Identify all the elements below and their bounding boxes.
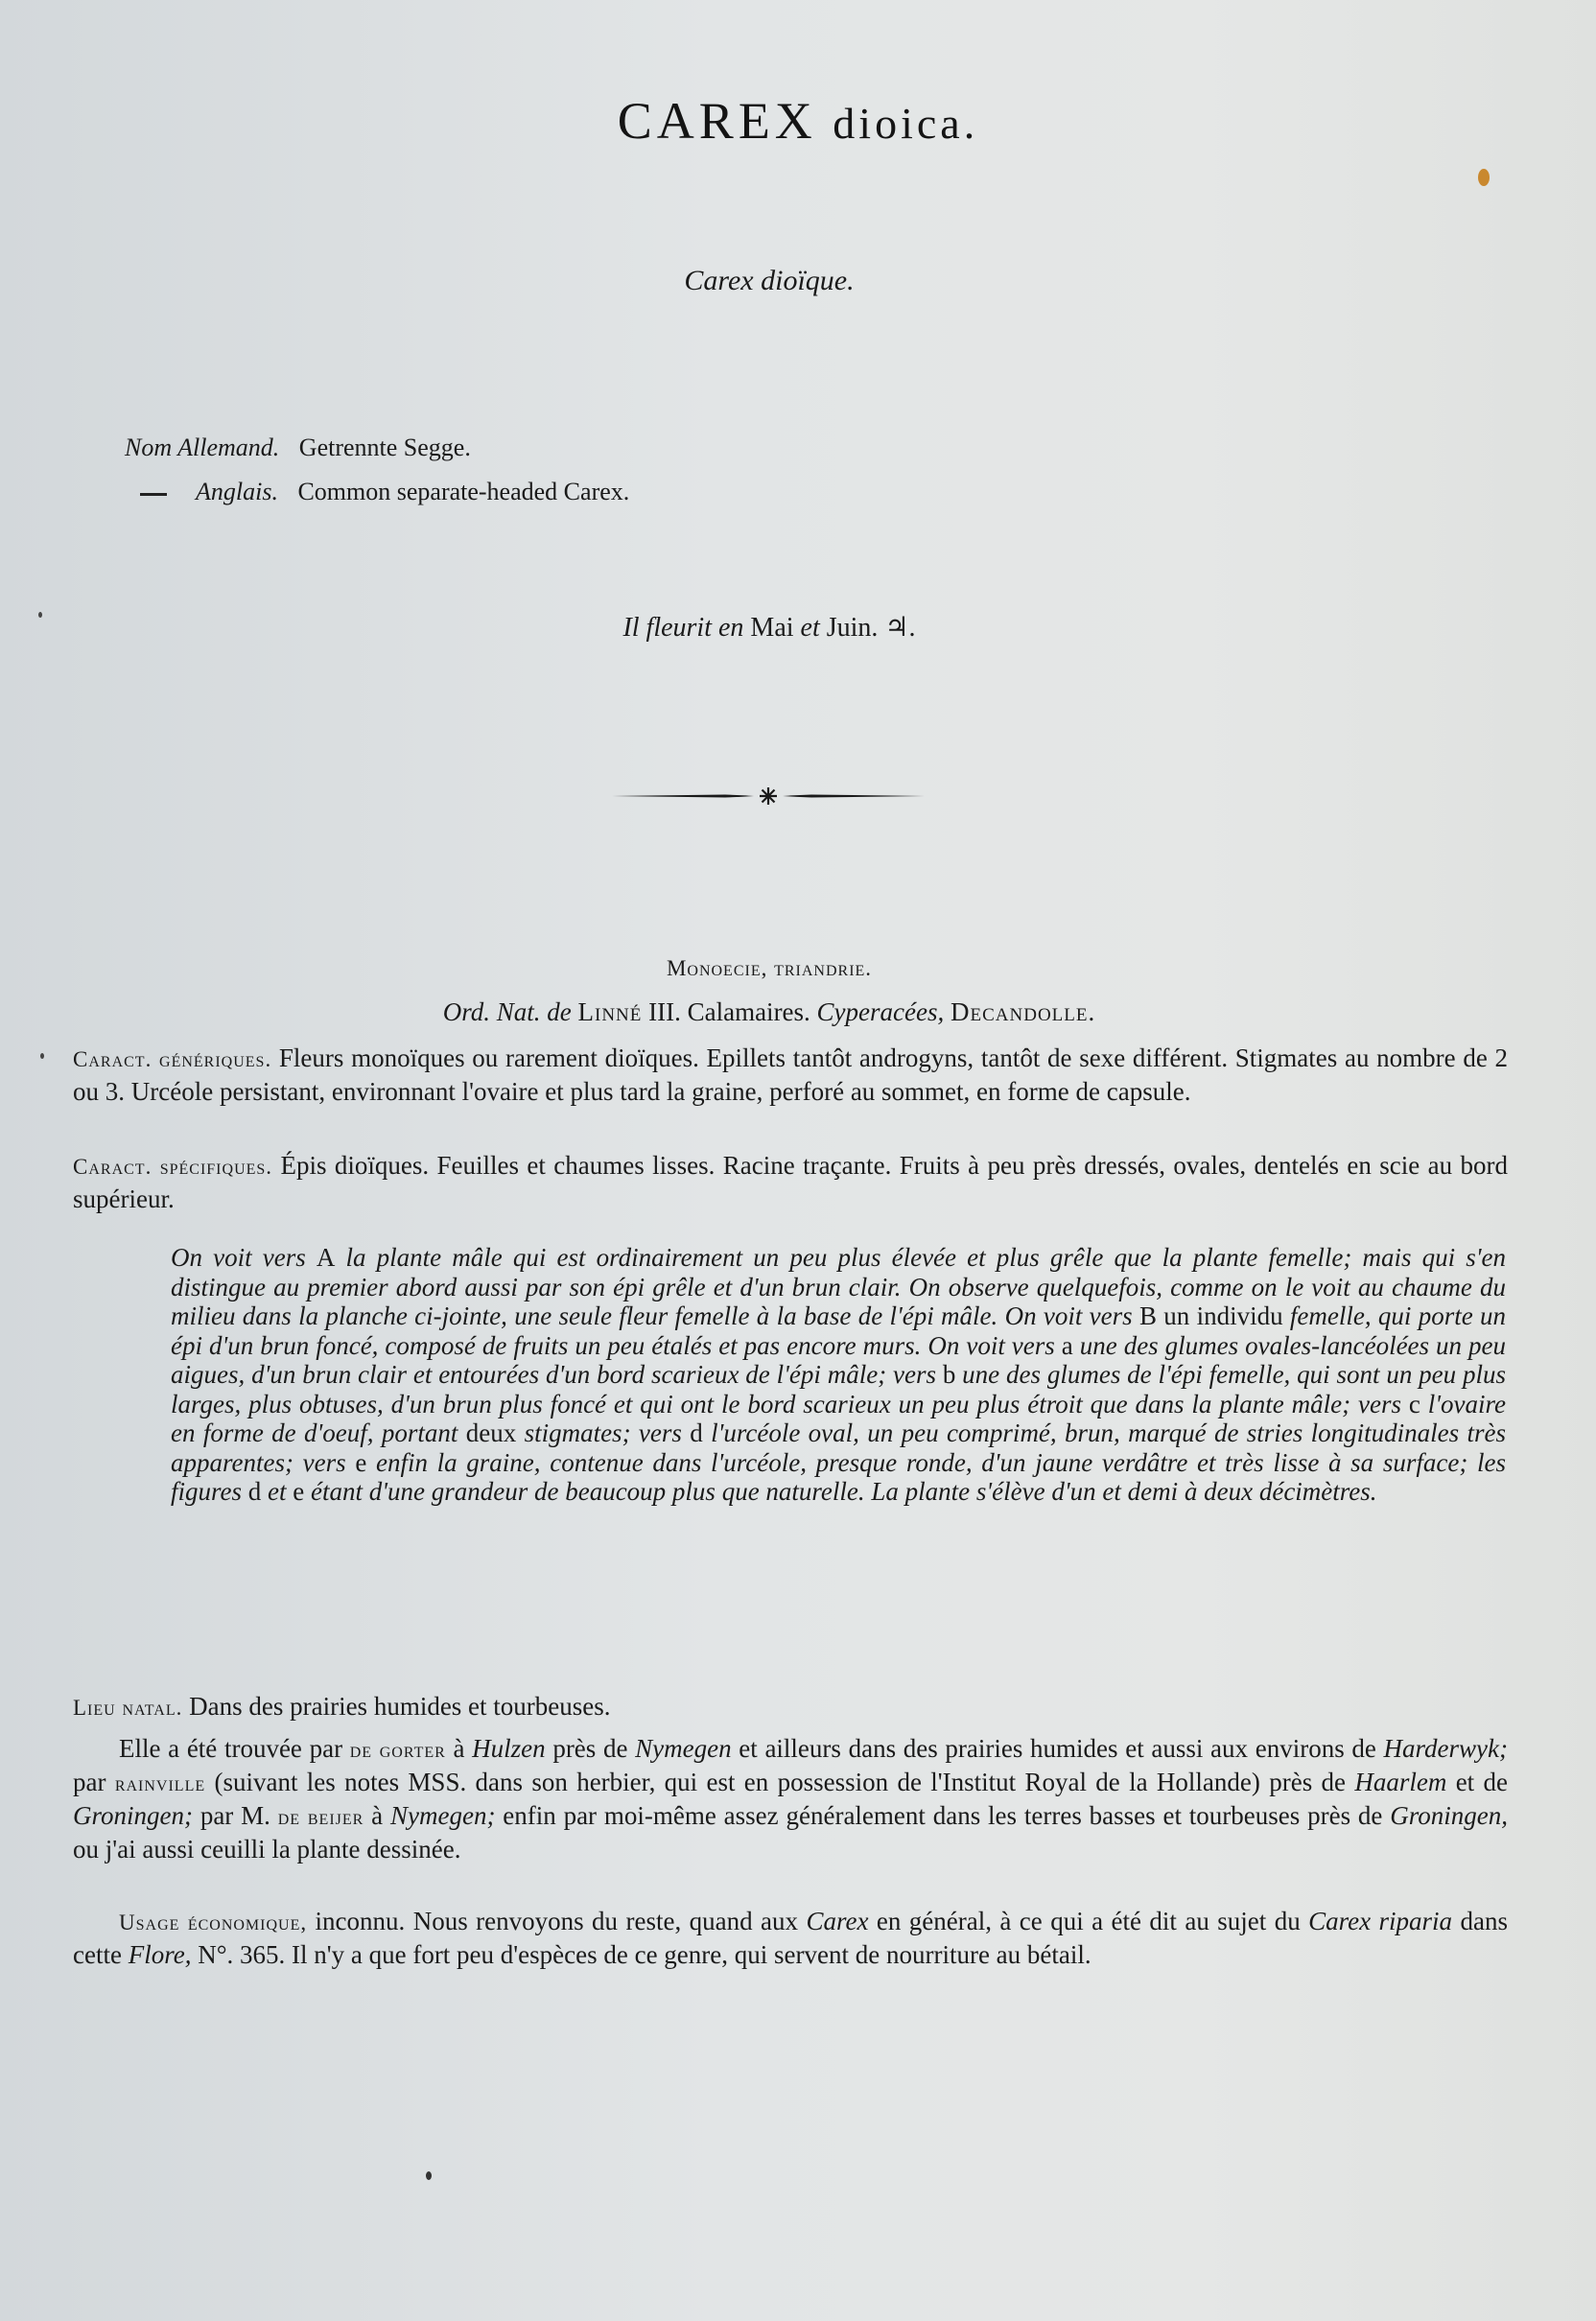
- specific-characters-text: Épis dioïques. Feuilles et chaumes lisses. Racine traçante. Fruits à peu près dressés, ovales, dentelés en scie au bord supérieur.: [73, 1151, 1508, 1214]
- description-text: et: [261, 1477, 293, 1506]
- figure-reference: b: [942, 1360, 956, 1389]
- figure-reference: A: [316, 1243, 336, 1272]
- ink-speck: [426, 2171, 432, 2180]
- figure-reference: d: [247, 1477, 262, 1506]
- flowering-text: Il fleurit en: [622, 613, 744, 643]
- usage-paragraph: Usage économique, inconnu. Nous renvoyons du reste, quand aux Carex en général, à ce qui a été dit au sujet du Carex riparia dans cette Flore, N°. 365. Il n'y a que fort peu d'espèces de ce genre, qui servent de nourriture au bétail.: [73, 1907, 1508, 1970]
- plate-description: [171, 1243, 1506, 1507]
- german-name-row: [125, 434, 629, 478]
- flowering-line: [0, 611, 1538, 644]
- ord-nat-line: Ord. Nat. de Linné III. Calamaires. Cyperacées, Decandolle.: [442, 997, 1096, 1026]
- flowering-conj: et: [800, 613, 820, 643]
- figure-reference: e: [293, 1477, 305, 1506]
- ink-stain: [1478, 169, 1490, 186]
- figure-reference: e: [355, 1447, 367, 1477]
- ornament-divider: [610, 782, 927, 810]
- specific-characters-label: Caract. spécifiques.: [73, 1155, 273, 1179]
- lieu-natal-label: Lieu natal.: [73, 1696, 183, 1720]
- page-title: [0, 91, 1596, 151]
- description-text: l'ovaire en forme de d'oeuf, portant: [171, 1389, 1506, 1447]
- description-text: la plante mâle qui est ordinairement un peu plus élevée et plus grêle que la plante femelle; mais qui s'en distingue au premier abord aussi par son épi grêle et d'un brun clair. On observe quelquefois, comme on le voit au chaume du milieu dans la planche ci-jointe, une seule fleur femelle à la base de l'épi mâle. On voit vers: [171, 1243, 1506, 1330]
- english-label: Anglais.: [196, 478, 278, 505]
- specific-characters: [73, 1149, 1508, 1216]
- locality-paragraph: Elle a été trouvée par de gorter à Hulzen près de Nymegen et ailleurs dans des prairies humides et aussi aux environs de Harderwyk; par rainville (suivant les notes MSS. dans son herbier, qui est en possession de l'Institut Royal de la Hollande) près de Haarlem et de Groningen; par M. de beijer à Nymegen; enfin par moi-même assez généralement dans les terres basses et tourbeuses près de Groningen, ou j'ai aussi ceuilli la plante dessinée.: [73, 1734, 1509, 1864]
- figure-reference: B un individu: [1138, 1301, 1283, 1330]
- german-value: Getrennte Segge.: [298, 434, 471, 461]
- description-text: étant d'une grandeur de beaucoup plus que naturelle. La plante s'élève d'un et demi à deux décimètres.: [304, 1477, 1377, 1506]
- figure-reference: c: [1408, 1389, 1420, 1418]
- title-species: dioica.: [833, 99, 979, 148]
- figure-reference: deux: [465, 1418, 517, 1447]
- perennial-symbol: ♃.: [884, 613, 916, 643]
- generic-characters: [73, 1042, 1508, 1109]
- ditto-dash: [140, 493, 167, 496]
- english-name-row: [119, 478, 629, 522]
- generic-characters-text: Fleurs monoïques ou rarement dioïques. Epillets tantôt androgyns, tantôt de sexe différent. Stigmates au nombre de 2 ou 3. Urcéole persistant, environnant l'ovaire et plus tard la graine, perforé au sommet, en forme de capsule.: [73, 1043, 1508, 1107]
- english-value: Common separate-headed Carex.: [297, 478, 630, 505]
- usage-label: Usage économique,: [119, 1911, 308, 1934]
- german-label: Nom Allemand.: [125, 434, 280, 461]
- classification: Monoecie, triandrie.: [666, 956, 873, 980]
- description-text: stigmates; vers: [516, 1418, 691, 1447]
- title-genus: CAREX: [617, 92, 817, 150]
- description-text: une des glumes ovales-lancéolées un peu aigues, d'un brun clair et entourées d'un bord scarieux de l'épi mâle; vers: [171, 1330, 1506, 1389]
- description-text: enfin la graine, contenue dans l'urcéole, presque ronde, d'un jaune verdâtre et très lisse à sa surface; les figures: [171, 1447, 1506, 1506]
- description-text: On voit vers: [171, 1243, 317, 1272]
- flowering-month-2: Juin.: [826, 613, 879, 643]
- ink-speck: [40, 1053, 44, 1059]
- subtitle: Carex dioïque.: [684, 265, 855, 296]
- description-text: l'urcéole oval, un peu comprimé, brun, marqué de stries longitudinales très apparentes; vers: [171, 1418, 1506, 1477]
- description-text: une des glumes de l'épi femelle, qui sont un peu plus larges, plus obtuses, d'un brun plus foncé et qui ont le bord scarieux un peu plus étroit que dans la plante mâle; vers: [171, 1360, 1507, 1418]
- figure-reference: a: [1061, 1330, 1073, 1360]
- figure-reference: d: [690, 1418, 703, 1447]
- generic-characters-label: Caract. génériques.: [73, 1047, 272, 1071]
- lieu-natal-text: Dans des prairies humides et tourbeuses.: [189, 1692, 611, 1721]
- common-names: [125, 434, 629, 522]
- description-text: femelle, qui porte un épi d'un brun foncé, composé de fruits un peu étalés et pas encore murs. On voit vers: [171, 1301, 1507, 1360]
- lieu-natal: [73, 1690, 1508, 1723]
- flowering-month-1: Mai: [750, 613, 794, 643]
- ink-speck: [38, 612, 42, 618]
